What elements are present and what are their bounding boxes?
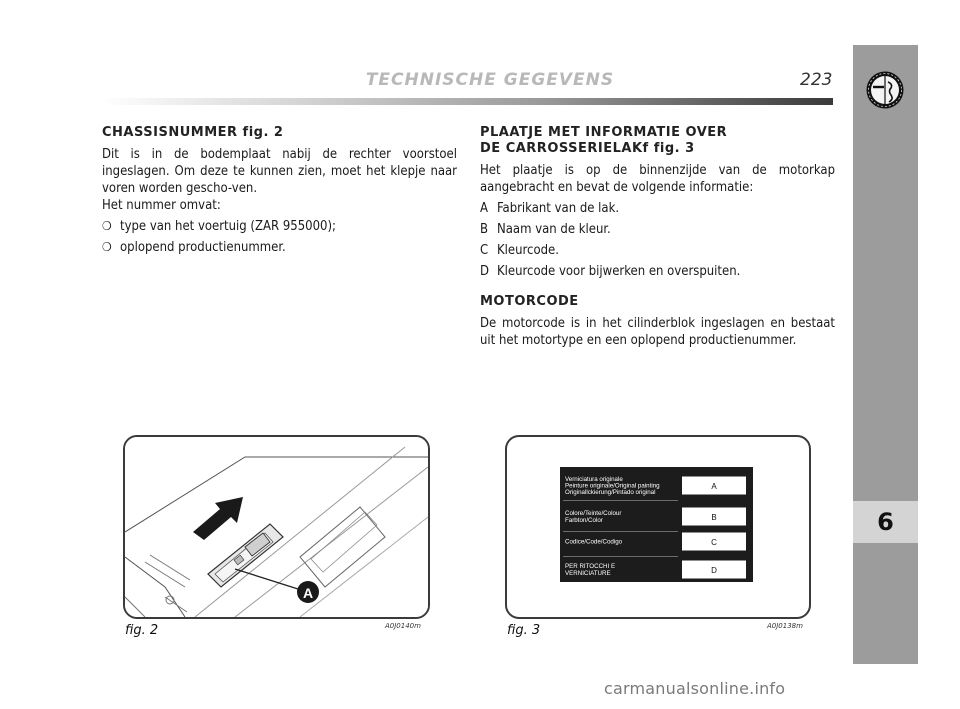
item-letter: B [480,222,489,237]
list-item [102,239,457,256]
chapter-side-tab [853,45,918,664]
plate-box-letter: D [711,566,717,575]
list-item [102,218,457,235]
plate-row-text: Colore/Teinte/Colour [565,510,622,518]
plate-row-text: VERNICIATURE [565,569,611,577]
right-column [480,125,835,349]
bullet-circle-icon: ❍ [102,219,112,233]
list-item [480,263,835,280]
paint-plate-heading-line2: DE CARROSSERIELAKf fig. 3 [480,141,695,156]
item-text: Fabrikant van de lak. [497,201,620,216]
item-text: Kleurcode. [497,243,559,258]
item-text: Kleurcode voor bijwerken en overspuiten. [497,264,741,279]
number-includes-text: Het nummer omvat: [102,198,221,213]
item-letter: C [480,243,489,258]
plate-row-text: Verniciatura originale [565,475,623,483]
plate-row-text: PER RITOCCHI E [565,563,616,571]
plate-row-text: Originallckierung/Pintado original [565,489,656,497]
figure-3-illustration [505,435,811,619]
plate-box-letter: B [711,513,717,522]
bullet-circle-icon: ❍ [102,240,112,254]
alfa-romeo-logo-icon [865,70,905,110]
page-number: 223 [800,70,833,90]
plate-box-letter: A [711,482,717,491]
item-letter: D [480,264,490,279]
left-column [102,125,457,256]
paint-plate-paragraph: Het plaatje is op de binnenzijde van de motorkap aangebracht en bevat de volgende informatie: [480,163,835,195]
item-letter: A [480,201,488,216]
page-section-title: TECHNISCHE GEGEVENS [365,70,615,90]
plate-row-text: Codice/Code/Codigo [565,538,623,546]
list-item-text: type van het voertuig (ZAR 955000); [120,219,336,234]
engine-code-paragraph: De motorcode is in het cilinderblok ingeslagen en bestaat uit het motortype en een oplopend productienummer. [480,316,835,348]
paint-plate-heading [480,125,835,157]
figure-3-code: A0J0138m [767,622,803,630]
engine-code-heading: MOTORCODE [480,294,579,309]
paint-info-plate [507,437,809,617]
list-item [480,200,835,217]
item-text: Naam van de kleur. [497,222,611,237]
paint-plate-heading-line1: PLAATJE MET INFORMATIE OVER [480,125,728,140]
list-item [480,242,835,259]
floor-hatch-drawing [125,437,428,617]
callout-a-label: A [302,585,314,601]
figure-2-code: A0J0140m [385,622,421,630]
chassis-number-heading: CHASSISNUMMER fig. 2 [102,125,284,140]
plate-box-letter: C [711,538,717,547]
chassis-paragraph: Dit is in de bodemplaat nabij de rechter voorstoel ingeslagen. Om deze te kunnen zien, moet het klepje naar voren worden gescho-ven. [102,147,457,196]
chapter-number[interactable]: 6 [853,501,918,543]
plate-row-text: Peinture originale/Original painting [565,482,660,490]
figure-2-label: fig. 2 [125,623,159,638]
header-rule [100,98,833,105]
figure-3-label: fig. 3 [507,623,541,638]
plate-row-text: Farbton/Color [565,516,603,524]
figure-2-illustration [123,435,430,619]
list-item [480,221,835,238]
watermark: carmanualsonline.info [604,679,786,698]
list-item-text: oplopend productienummer. [120,240,286,255]
